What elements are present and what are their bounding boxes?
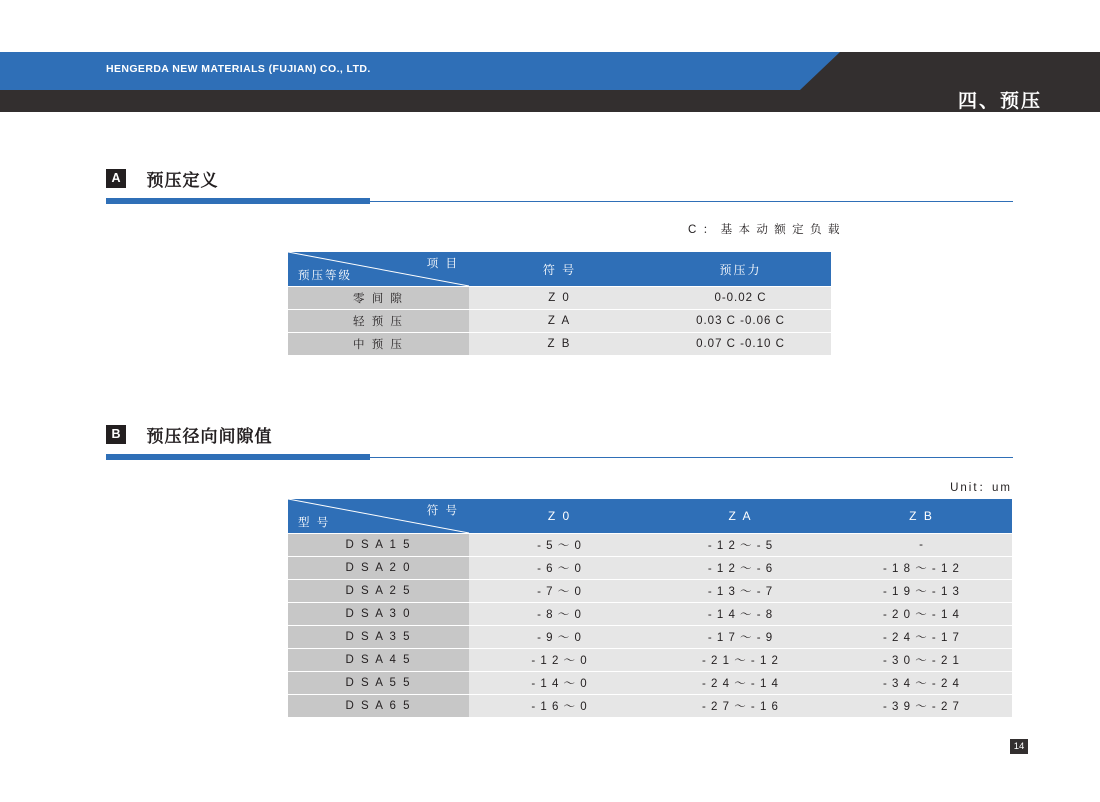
table-header-row: [288, 252, 831, 286]
corner-label-item: 项 目: [426, 258, 459, 270]
section-b-heading: [106, 422, 1013, 458]
section-a-rule-accent: [106, 198, 370, 204]
cell-grade: 零 间 隙: [288, 287, 469, 309]
cell-z0: - 1 2 ～ 0: [469, 649, 650, 671]
company-name: HENGERDA NEW MATERIALS (FUJIAN) CO., LTD.: [106, 63, 371, 75]
table-header-row: [288, 499, 1012, 533]
table-row: [288, 672, 1012, 694]
table-row: [288, 603, 1012, 625]
section-b-rule-accent: [106, 454, 370, 460]
table-row: [288, 534, 1012, 556]
cell-model: D S A 6 5: [288, 695, 469, 717]
table-row: [288, 310, 831, 332]
column-header-zb: Z B: [831, 499, 1012, 533]
cell-za: - 1 2 ～ - 6: [650, 557, 831, 579]
section-b-badge: B: [106, 425, 126, 444]
cell-zb: - 3 9 ～ - 2 7: [831, 695, 1012, 717]
section-a-badge: A: [106, 169, 126, 188]
table-row: [288, 557, 1012, 579]
cell-za: - 1 4 ～ - 8: [650, 603, 831, 625]
page-header: [0, 52, 1100, 112]
cell-grade: 中 预 压: [288, 333, 469, 355]
table-row: [288, 626, 1012, 648]
table-row: [288, 695, 1012, 717]
radial-clearance-table: [288, 499, 1012, 717]
cell-zb: - 1 9 ～ - 1 3: [831, 580, 1012, 602]
cell-model: D S A 3 5: [288, 626, 469, 648]
cell-symbol: Z 0: [469, 287, 650, 309]
cell-z0: - 1 4 ～ 0: [469, 672, 650, 694]
cell-model: D S A 5 5: [288, 672, 469, 694]
table-row: [288, 649, 1012, 671]
section-a-heading: [106, 166, 1013, 202]
cell-zb: -: [831, 534, 1012, 556]
cell-zb: - 3 0 ～ - 2 1: [831, 649, 1012, 671]
cell-zb: - 3 4 ～ - 2 4: [831, 672, 1012, 694]
cell-z0: - 9 ～ 0: [469, 626, 650, 648]
corner-label-symbol: 符 号: [426, 505, 459, 517]
cell-z0: - 8 ～ 0: [469, 603, 650, 625]
corner-label-grade: 预压等级: [298, 270, 352, 282]
table-row: [288, 287, 831, 309]
unit-note: Unit：um: [950, 482, 1012, 494]
cell-z0: - 7 ～ 0: [469, 580, 650, 602]
cell-force: 0-0.02 C: [650, 287, 831, 309]
page-number: 14: [1010, 739, 1028, 754]
cell-z0: - 1 6 ～ 0: [469, 695, 650, 717]
cell-za: - 1 2 ～ - 5: [650, 534, 831, 556]
cell-z0: - 5 ～ 0: [469, 534, 650, 556]
cell-z0: - 6 ～ 0: [469, 557, 650, 579]
cell-model: D S A 3 0: [288, 603, 469, 625]
cell-za: - 2 7 ～ - 1 6: [650, 695, 831, 717]
section-a-rule: [106, 201, 1013, 202]
cell-model: D S A 2 5: [288, 580, 469, 602]
basic-dynamic-load-note: C ： 基 本 动 额 定 负 载: [688, 224, 842, 236]
corner-header-cell: [288, 499, 469, 533]
cell-zb: - 2 0 ～ - 1 4: [831, 603, 1012, 625]
corner-header-cell: [288, 252, 469, 286]
cell-grade: 轻 预 压: [288, 310, 469, 332]
cell-force: 0.07 C -0.10 C: [650, 333, 831, 355]
cell-za: - 1 3 ～ - 7: [650, 580, 831, 602]
cell-model: D S A 1 5: [288, 534, 469, 556]
cell-model: D S A 2 0: [288, 557, 469, 579]
section-b-rule: [106, 457, 1013, 458]
cell-zb: - 2 4 ～ - 1 7: [831, 626, 1012, 648]
table-row: [288, 333, 831, 355]
section-b-title: 预压径向间隙值: [146, 427, 273, 446]
column-header-z0: Z 0: [469, 499, 650, 533]
cell-symbol: Z B: [469, 333, 650, 355]
column-header-symbol: 符 号: [469, 252, 650, 286]
cell-model: D S A 4 5: [288, 649, 469, 671]
corner-label-model: 型 号: [298, 517, 331, 529]
cell-za: - 2 4 ～ - 1 4: [650, 672, 831, 694]
cell-za: - 2 1 ～ - 1 2: [650, 649, 831, 671]
cell-za: - 1 7 ～ - 9: [650, 626, 831, 648]
cell-symbol: Z A: [469, 310, 650, 332]
table-row: [288, 580, 1012, 602]
column-header-za: Z A: [650, 499, 831, 533]
section-a-title: 预压定义: [146, 171, 219, 190]
preload-definition-table: [288, 252, 831, 355]
cell-force: 0.03 C -0.06 C: [650, 310, 831, 332]
cell-zb: - 1 8 ～ - 1 2: [831, 557, 1012, 579]
page-title: 四、预压: [957, 91, 1042, 112]
column-header-force: 预压力: [650, 252, 831, 286]
